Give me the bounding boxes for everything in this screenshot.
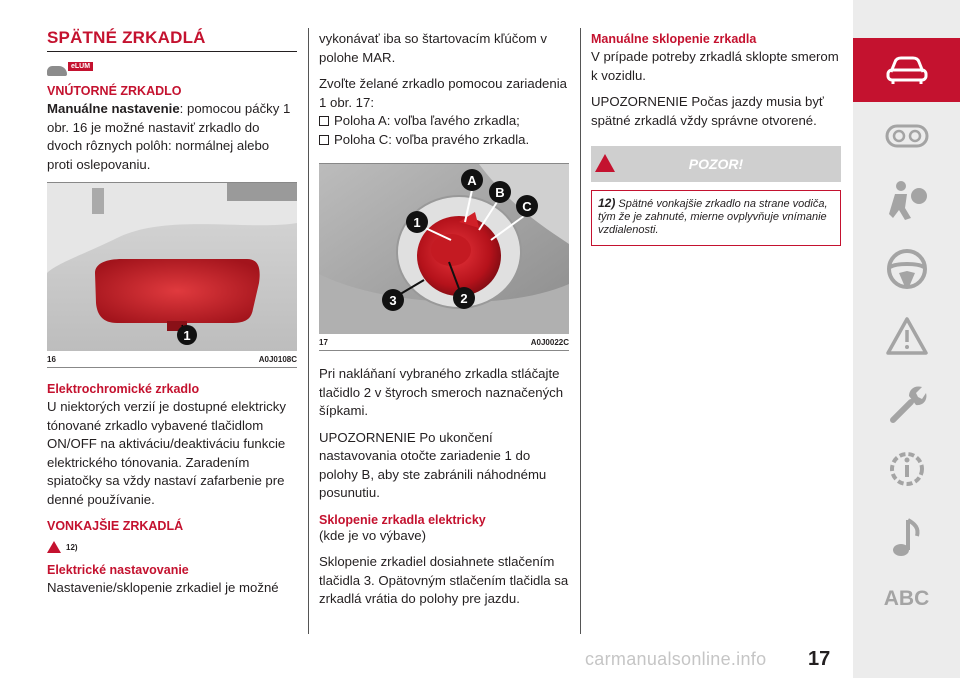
callout-b: B xyxy=(495,185,505,200)
airbag-icon xyxy=(885,178,929,222)
exterior-mirrors-title: VONKAJŠIE ZRKADLÁ xyxy=(47,519,184,533)
figure-17-caption xyxy=(319,338,569,351)
warning-ref-number: 12) xyxy=(66,542,78,552)
column-3 xyxy=(591,28,841,246)
warning-banner-title: POZOR! xyxy=(688,156,744,172)
gear-info-icon xyxy=(885,447,929,491)
column-2 xyxy=(319,28,569,609)
car-icon xyxy=(885,52,929,86)
version-badge xyxy=(47,60,297,76)
music-note-icon xyxy=(885,516,929,560)
sidebar-item-driving[interactable] xyxy=(853,247,960,291)
sidebar-item-index[interactable]: ABC xyxy=(883,587,930,610)
notice-text: UPOZORNENIE Po ukončení nastavovania otočte zariadenie 1 do polohy B, aby ste zabránili náhodnému posunutiu. xyxy=(319,429,547,500)
select-mirror-text: Zvoľte želané zrkadlo pomocou zariadenia 1 obr. 17: xyxy=(319,76,567,110)
callout-3: 3 xyxy=(389,293,397,308)
sidebar-item-safety[interactable] xyxy=(853,178,960,222)
sidebar-item-maintenance[interactable] xyxy=(853,382,960,426)
electrochromic-text: U niektorých verzií je dostupné elektricky tónované zrkadlo vybavené tlačidlom ON/OFF na aktiváciu/deaktiváciu funkcie elektrického tónovania. Zaradením spiatočky sa vždy nastaví zafarbenie pre denné používanie. xyxy=(47,399,286,507)
tilt-text: Pri nakláňaní vybraného zrkadla stláčajte tlačidlo 2 v štyroch smeroch naznačených šípkami. xyxy=(319,366,564,418)
page-number: 17 xyxy=(808,648,831,670)
fold-title: Sklopenie zrkadla elektricky xyxy=(319,512,486,527)
steering-wheel-icon xyxy=(885,247,929,291)
electric-adjust-title: Elektrické nastavovanie xyxy=(47,563,189,577)
sidebar-item-dashboard[interactable] xyxy=(853,122,960,150)
mirror-control-image xyxy=(319,164,569,334)
manual-fold-title: Manuálne sklopenie zrkadla xyxy=(591,32,757,46)
warning-text: Spätné vonkajšie zrkadlo na strane vodiča, tým že je zahnuté, mierne ovplyvňuje vnímanie vzdialenosti. xyxy=(598,198,828,236)
dashboard-icon xyxy=(885,122,929,150)
fold-text: Sklopenie zrkadiel dosiahnete stlačením tlačidla 3. Opätovným stlačením tlačidla sa zrkadlá vrátia do polohy pre jazdu. xyxy=(319,554,569,606)
watermark: carmanualsonline.info xyxy=(585,649,767,669)
warning-icon xyxy=(885,316,929,356)
column-divider-left xyxy=(308,28,309,634)
column-divider-right xyxy=(580,28,581,634)
figure-16-callout: 1 xyxy=(183,328,191,343)
warning-banner xyxy=(591,146,841,182)
driving-notice-text: UPOZORNENIE Počas jazdy musia byť spätné zrkadlá vždy správne otvorené. xyxy=(591,94,824,128)
sidebar-item-multimedia[interactable] xyxy=(853,516,960,560)
sidebar-item-emergency[interactable] xyxy=(853,316,960,356)
section-title: SPÄTNÉ ZRKADLÁ xyxy=(47,28,297,52)
figure-16-number: 16 xyxy=(47,355,56,364)
warning-triangle-icon xyxy=(47,541,61,553)
interior-mirror-image xyxy=(47,183,297,351)
figure-17-code: A0J0022C xyxy=(530,338,569,347)
callout-c: C xyxy=(522,199,532,214)
warning-triangle-icon xyxy=(595,154,615,172)
fold-subtitle: (kde je vo výbave) xyxy=(319,527,427,543)
figure-17 xyxy=(319,163,569,351)
checklist-item xyxy=(319,112,569,131)
figure-16 xyxy=(47,182,297,368)
checklist-item-label: Poloha C: voľba pravého zrkadla. xyxy=(334,131,530,147)
figure-16-code: A0J0108C xyxy=(258,355,297,364)
key-position-text: vykonávať iba so štartovacím kľúčom v polohe MAR. xyxy=(319,31,547,65)
manual-adjust-label: Manuálne nastavenie xyxy=(47,101,180,116)
wrench-icon xyxy=(885,382,929,426)
sidebar-item-car[interactable] xyxy=(853,52,960,86)
figure-16-caption xyxy=(47,355,297,368)
manual-adjust-paragraph xyxy=(47,100,297,174)
warning-reference xyxy=(47,541,297,553)
checkbox-icon xyxy=(319,135,329,145)
column-1 xyxy=(47,28,297,598)
electric-adjust-text: Nastavenie/sklopenie zrkadiel je možné xyxy=(47,580,279,595)
checkbox-icon xyxy=(319,116,329,126)
manual-adjust-text: : pomocou páčky 1 obr. 16 je možné nastaviť zrkadlo do dvoch rôznych polôh: normálnej alebo proti oslepovaniu. xyxy=(47,101,291,172)
warning-box xyxy=(591,190,841,246)
checklist-item xyxy=(319,131,569,150)
sidebar-item-technical[interactable] xyxy=(853,447,960,491)
figure-17-number: 17 xyxy=(319,338,328,347)
interior-mirror-title: VNÚTORNÉ ZRKADLO xyxy=(47,84,182,98)
callout-1: 1 xyxy=(413,215,421,230)
checklist-item-label: Poloha A: voľba ľavého zrkadla; xyxy=(334,113,520,128)
callout-a: A xyxy=(467,173,477,188)
car-silhouette-icon xyxy=(47,66,67,76)
callout-2: 2 xyxy=(460,291,468,306)
electrochromic-title: Elektrochromické zrkadlo xyxy=(47,382,200,396)
manual-fold-text: V prípade potreby zrkadlá sklopte smerom k vozidlu. xyxy=(591,49,839,83)
warning-number: 12) xyxy=(598,196,616,210)
elum-badge: eLUM xyxy=(68,62,93,71)
